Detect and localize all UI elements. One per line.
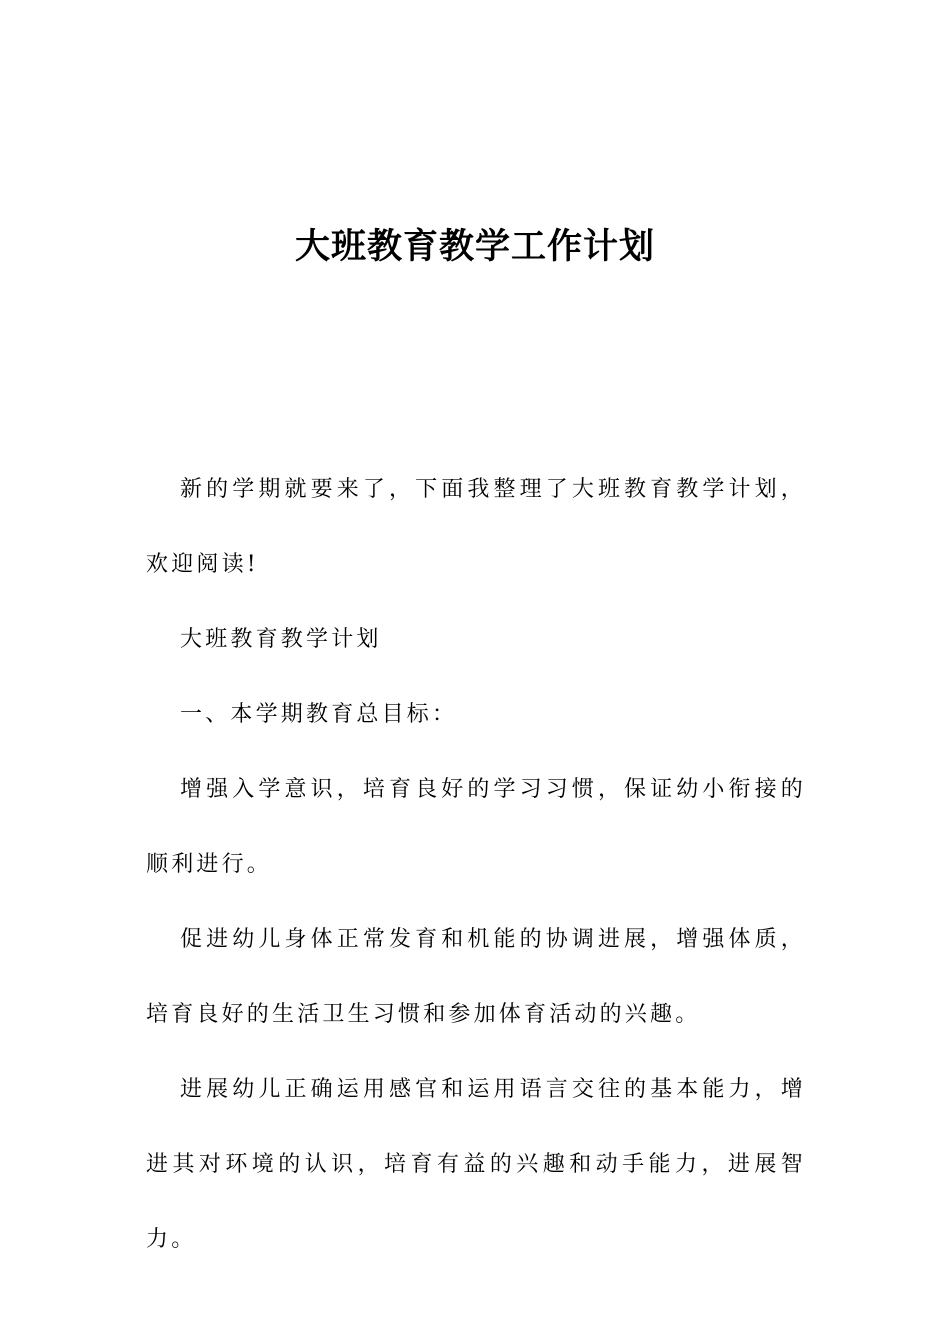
document-body bbox=[146, 452, 806, 1277]
paragraph-plan-heading: 大班教育教学计划 bbox=[180, 627, 382, 652]
paragraph-intro: 新的学期就要来了，下面我整理了大班教育教学计划，欢迎阅读! bbox=[146, 477, 806, 577]
document-title: 大班教育教学工作计划 bbox=[294, 227, 655, 267]
paragraph-goal-2: 促进幼儿身体正常发育和机能的协调进展，增强体质，培育良好的生活卫生习惯和参加体育活动的兴趣。 bbox=[146, 927, 806, 1027]
paragraph-section-heading: 一、本学期教育总目标： bbox=[180, 702, 458, 727]
paragraph-goal-3: 进展幼儿正确运用感官和运用语言交往的基本能力，增进其对环境的认识，培育有益的兴趣和动手能力，进展智力。 bbox=[146, 1077, 806, 1252]
paragraph-goal-1: 增强入学意识，培育良好的学习习惯，保证幼小衔接的顺利进行。 bbox=[146, 777, 806, 877]
